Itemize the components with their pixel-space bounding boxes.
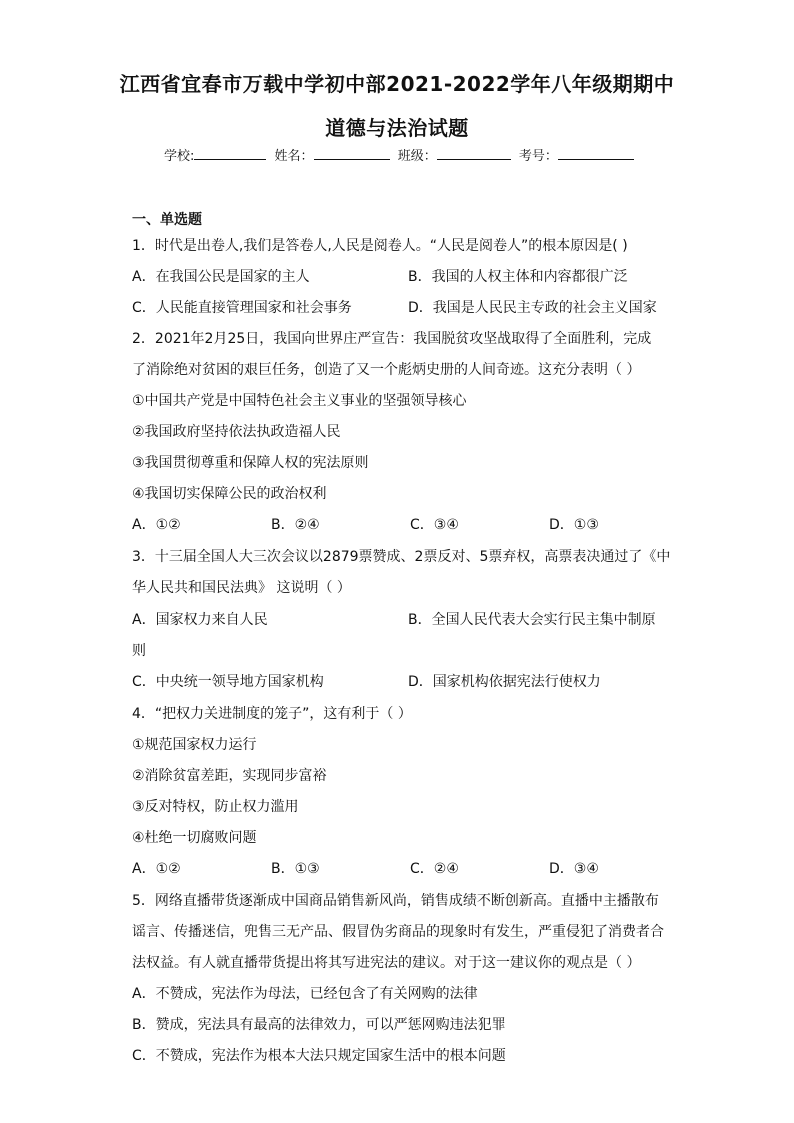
class-label: 班级： xyxy=(397,149,437,164)
q2-stem-line1: 2．2021年2月25日，我国向世界庄严宣告：我国脱贫攻坚战取得了全面胜利，完成 xyxy=(132,331,652,347)
q4-statement-1: ①规范国家权力运行 xyxy=(132,737,257,753)
q4-option-b: B．①③ xyxy=(271,861,320,877)
number-label: 考号： xyxy=(518,149,558,164)
q3-option-a: A．国家权力来自人民 xyxy=(132,612,268,628)
q3-option-b: B．全国人民代表大会实行民主集中制原 xyxy=(408,612,656,628)
q5-option-c: C．不赞成，宪法作为根本大法只规定国家生活中的根本问题 xyxy=(132,1048,506,1064)
q3-option-d: D．国家机构依据宪法行使权力 xyxy=(408,674,601,690)
school-label: 学校: xyxy=(164,149,195,164)
q3-stem-line1: 3．十三届全国人大三次会议以2879票赞成、2票反对、5票弃权，高票表决通过了《中 xyxy=(132,549,671,565)
q1-stem: 1．时代是出卷人,我们是答卷人,人民是阅卷人。“人民是阅卷人”的根本原因是( ) xyxy=(132,238,628,254)
student-info-line xyxy=(164,145,638,164)
q3-option-b-wrap: 则 xyxy=(132,643,146,659)
name-label: 姓名： xyxy=(274,149,314,164)
q1-option-a: A．在我国公民是国家的主人 xyxy=(132,269,310,285)
exam-title-line1: 江西省宜春市万载中学初中部2021-2022学年八年级期期中 xyxy=(119,72,675,96)
q5-stem-line1: 5．网络直播带货逐渐成中国商品销售新风尚，销售成绩不断创新高。直播中主播散布 xyxy=(132,893,659,909)
q4-statement-2: ②消除贫富差距，实现同步富裕 xyxy=(132,768,327,784)
q4-statement-4: ④杜绝一切腐败问题 xyxy=(132,830,257,846)
exam-title-line2: 道德与法治试题 xyxy=(325,116,469,140)
q2-stem-line2: 了消除绝对贫困的艰巨任务，创造了又一个彪炳史册的人间奇迹。这充分表明（ ） xyxy=(132,362,641,378)
class-blank xyxy=(437,145,511,160)
q4-option-c: C．②④ xyxy=(410,861,459,877)
q1-option-b: B．我国的人权主体和内容都很广泛 xyxy=(408,269,628,285)
q4-option-d: D．③④ xyxy=(549,861,599,877)
q1-option-d: D．我国是人民民主专政的社会主义国家 xyxy=(408,300,657,316)
q2-statement-1: ①中国共产党是中国特色社会主义事业的坚强领导核心 xyxy=(132,393,467,409)
q2-option-d: D．①③ xyxy=(549,517,599,533)
q2-option-b: B．②④ xyxy=(271,517,320,533)
q5-option-a: A．不赞成，宪法作为母法，已经包含了有关网购的法律 xyxy=(132,986,478,1002)
q4-stem: 4．“把权力关进制度的笼子”，这有利于（ ） xyxy=(132,706,412,722)
q2-statement-2: ②我国政府坚持依法执政造福人民 xyxy=(132,424,341,440)
q4-statement-3: ③反对特权，防止权力滥用 xyxy=(132,799,299,815)
q3-option-c: C．中央统一领导地方国家机构 xyxy=(132,674,324,690)
q5-stem-line2: 谣言、传播迷信，兜售三无产品、假冒伪劣商品的现象时有发生，严重侵犯了消费者合 xyxy=(132,924,664,940)
q2-option-a: A．①② xyxy=(132,517,181,533)
q3-stem-line2: 华人民共和国民法典》 这说明（ ） xyxy=(132,580,351,596)
q2-statement-4: ④我国切实保障公民的政治权利 xyxy=(132,486,327,502)
section-title: 一、单选题 xyxy=(132,212,202,228)
number-blank xyxy=(558,145,634,160)
name-blank xyxy=(314,145,390,160)
q5-stem-line3: 法权益。有人就直播带货提出将其写进宪法的建议。对于这一建议你的观点是（ ） xyxy=(132,955,641,971)
q5-option-b: B．赞成，宪法具有最高的法律效力，可以严惩网购违法犯罪 xyxy=(132,1017,506,1033)
q4-option-a: A．①② xyxy=(132,861,181,877)
q1-option-c: C．人民能直接管理国家和社会事务 xyxy=(132,300,352,316)
school-blank xyxy=(194,145,266,160)
q2-option-c: C．③④ xyxy=(410,517,459,533)
q2-statement-3: ③我国贯彻尊重和保障人权的宪法原则 xyxy=(132,455,369,471)
